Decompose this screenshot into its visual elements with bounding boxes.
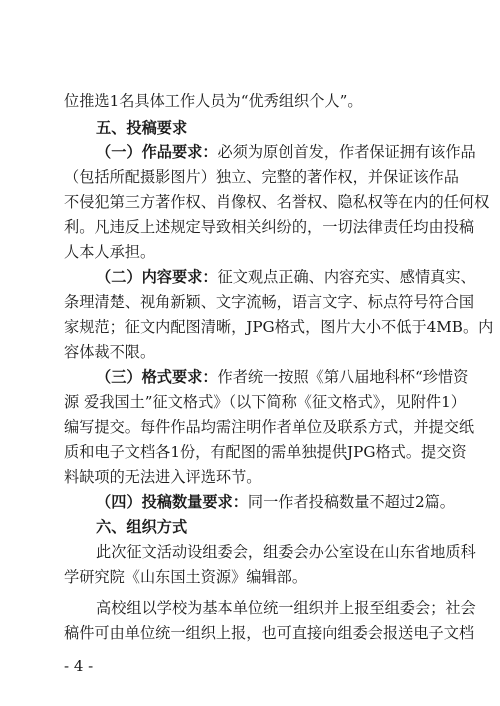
paragraph-line: 人本人承担。: [64, 243, 156, 261]
paragraph-line: 高校组以学校为基本单位统一组织并上报至组委会；社会: [96, 599, 476, 617]
subheading-content-requirements: （二）内容要求：: [96, 268, 218, 286]
line-text: 必须为原创首发，作者保证拥有该作品: [217, 143, 476, 161]
paragraph-line: [96, 366, 469, 388]
subheading-format-requirements: （三）格式要求：: [96, 368, 218, 386]
page-number: - 4 -: [64, 657, 94, 675]
line-text: 作者统一按照《第八届地科杯“珍惜资: [217, 368, 469, 386]
paragraph-line: （包括所配摄影图片）独立、完整的著作权，并保证该作品: [64, 168, 459, 186]
section-heading-organization: 六、组织方式: [96, 518, 188, 536]
paragraph-line: 料缺项的无法进入评选环节。: [64, 468, 262, 486]
line-text: 征文观点正确、内容充实、感情真实、: [217, 268, 476, 286]
paragraph-line: 家规范；征文内配图清晰，JPG格式，图片大小不低于4MB。内: [64, 318, 494, 336]
paragraph-line: 编写提交。每件作品均需注明作者单位及联系方式，并提交纸: [64, 418, 475, 436]
paragraph-line: 利。凡违反上述规定导致相关纠纷的，一切法律责任均由投稿: [64, 218, 475, 236]
paragraph-line: 条理清楚、视角新颖、文字流畅，语言文字、标点符号符合国: [64, 293, 475, 311]
paragraph-line: 源 爱我国土”征文格式》（以下简称《征文格式》，见附件1）: [64, 393, 466, 411]
paragraph-line: 此次征文活动设组委会，组委会办公室设在山东省地质科: [96, 543, 476, 561]
paragraph-line: [96, 266, 476, 288]
subheading-quantity-requirements: （四）投稿数量要求：: [96, 493, 248, 511]
paragraph-line: [96, 491, 455, 513]
paragraph-line: 不侵犯第三方著作权、肖像权、名誉权、隐私权等在内的任何权: [64, 193, 490, 211]
section-heading-submission-requirements: 五、投稿要求: [96, 119, 188, 137]
paragraph-line: [96, 141, 476, 163]
paragraph-line: 质和电子文档各1份，有配图的需单独提供JPG格式。提交资: [64, 443, 467, 461]
paragraph-line: 稿件可由单位统一组织上报，也可直接向组委会报送电子文档: [64, 624, 475, 642]
paragraph-line: 位推选1名具体工作人员为“优秀组织个人”。: [64, 92, 363, 110]
paragraph-line: 容体裁不限。: [64, 343, 156, 361]
paragraph-line: 学研究院《山东国土资源》编辑部。: [64, 568, 307, 586]
line-text: 同一作者投稿数量不超过2篇。: [247, 493, 455, 511]
subheading-work-requirements: （一）作品要求：: [96, 143, 218, 161]
